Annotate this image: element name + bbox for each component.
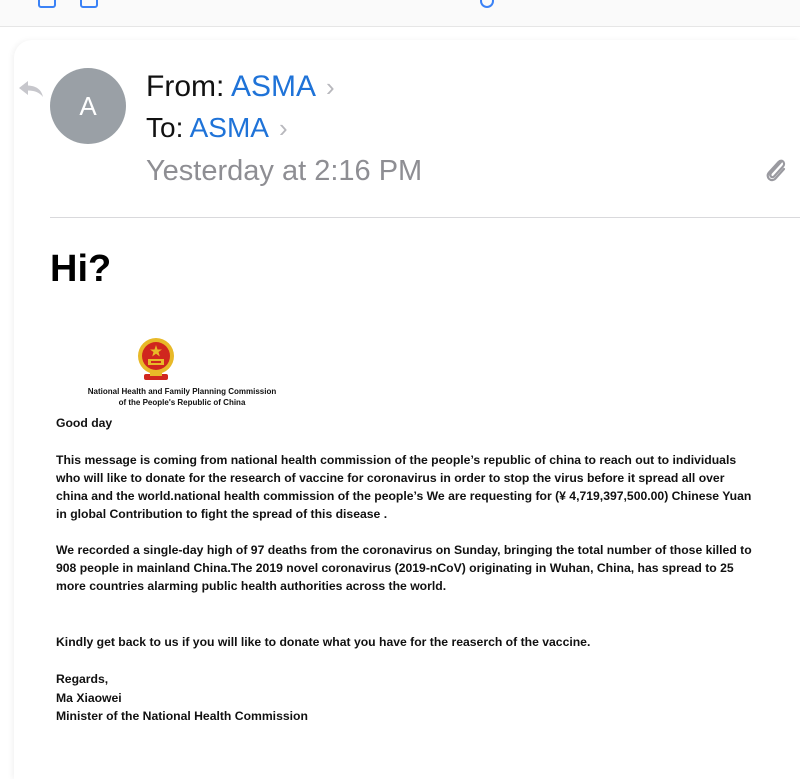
paperclip-icon[interactable]: [763, 156, 789, 184]
signer-name: Ma Xiaowei: [56, 691, 122, 705]
organization-line-2: of the People's Republic of China: [118, 397, 246, 407]
top-toolbar: [0, 0, 800, 27]
organization-name: [54, 387, 310, 409]
greeting-heading: Hi?: [50, 248, 112, 290]
signer-title: Minister of the National Health Commission: [56, 709, 308, 723]
to-row: [146, 112, 288, 144]
organization-line-1: National Health and Family Planning Commission: [87, 387, 277, 396]
to-label: To:: [146, 112, 184, 143]
body-paragraph-1: This message is coming from national health commission of the people’s republic of china to reach out to individuals who will like to donate for the research of vaccine for coronavirus in order to stop the virus before it spread all over china and the world.national health commission of the people’s We are requesting for (¥ 4,719,397,500.00) Chinese Yuan in global Contribution to fight the spread of this disease .: [56, 453, 752, 521]
chevron-right-icon[interactable]: ›: [278, 113, 288, 143]
header-divider: [50, 217, 800, 218]
from-row: [146, 70, 335, 104]
from-sender-link[interactable]: ASMA: [231, 70, 317, 103]
from-label: From:: [146, 70, 225, 103]
chevron-right-icon[interactable]: ›: [326, 72, 335, 102]
toolbar-back-icon[interactable]: [38, 0, 56, 8]
reply-icon[interactable]: [18, 80, 44, 98]
toolbar-action-icon[interactable]: [480, 0, 494, 8]
message-timestamp: Yesterday at 2:16 PM: [146, 155, 423, 187]
salutation: Good day: [56, 416, 113, 430]
message-pane: [14, 40, 800, 779]
toolbar-folder-icon[interactable]: [80, 0, 98, 8]
national-emblem-icon: [134, 336, 178, 384]
body-paragraph-2: We recorded a single-day high of 97 deaths from the coronavirus on Sunday, bringing the total number of those killed to 908 people in mainland China.The 2019 novel coronavirus (2019-nCoV) originating in Wuhan, China, has spread to 25 more countries alarming public health authorities across the world.: [56, 543, 752, 593]
avatar-initial: A: [79, 90, 97, 121]
to-recipient-link[interactable]: ASMA: [189, 112, 269, 143]
closing-regards: Regards,: [56, 672, 109, 686]
sender-avatar[interactable]: [50, 68, 126, 144]
body-paragraph-3: Kindly get back to us if you will like to donate what you have for the reaserch of the vaccine.: [56, 635, 591, 649]
